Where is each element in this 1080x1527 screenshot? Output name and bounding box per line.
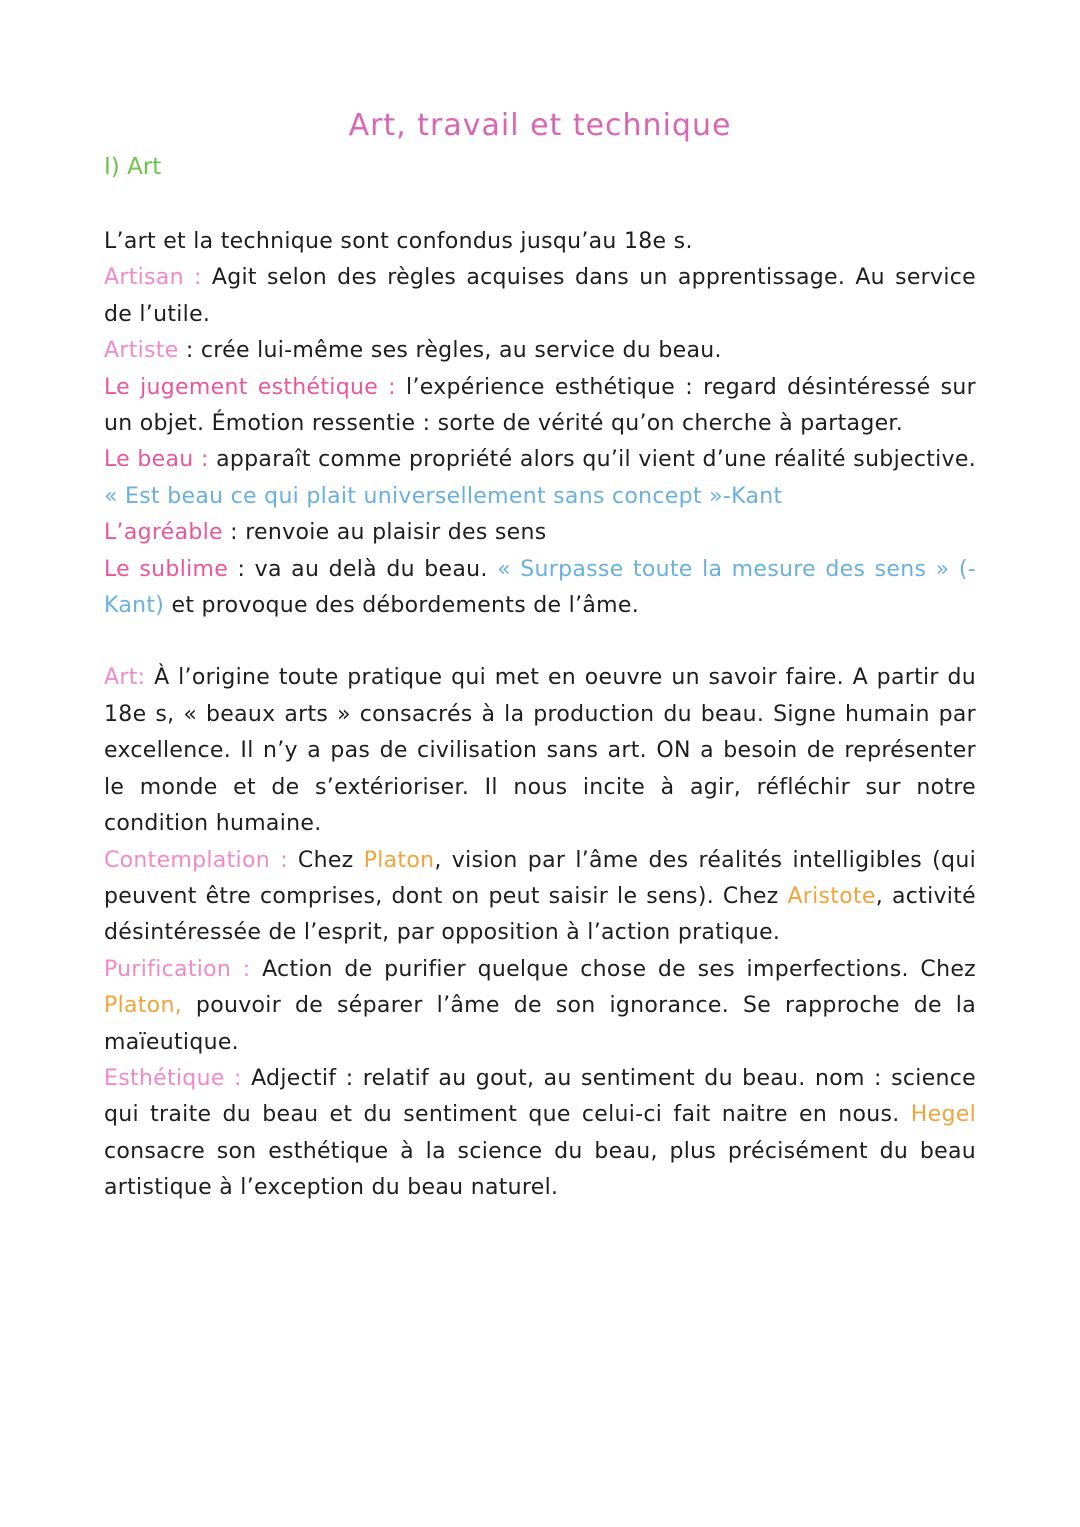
paragraph-artiste: [104, 333, 976, 369]
paragraph-text: : crée lui-même ses règles, au service du beau.: [178, 338, 722, 364]
paragraph-text: : va au delà du beau.: [228, 556, 498, 582]
name-platon: Platon,: [104, 993, 182, 1019]
paragraph-esthetique: [104, 1061, 976, 1207]
paragraph-text: , activité désintéressée de l’esprit, par opposition à l’action pratique.: [104, 883, 976, 946]
paragraph-text: Chez: [287, 847, 364, 873]
paragraph-art-technique: [104, 224, 976, 260]
name-platon: Platon: [363, 847, 435, 873]
name-hegel: Hegel: [910, 1102, 976, 1128]
paragraph-text: l’expérience esthétique : regard désintéressé sur un objet. Émotion ressentie : sorte de vérité qu’on cherche à partager.: [104, 374, 977, 437]
paragraph-text: Agit selon des règles acquises dans un apprentissage. Au service de l’utile.: [104, 265, 976, 327]
quote-kant-beau: « Est beau ce qui plait universellement sans concept »-Kant: [104, 483, 783, 509]
term-sublime: Le sublime: [104, 556, 229, 582]
document-body: [104, 224, 976, 1207]
section-heading: I) Art: [104, 154, 162, 180]
paragraph-art: [104, 660, 976, 842]
paragraph-text: apparaît comme propriété alors qu’il vient d’une réalité subjective.: [208, 447, 977, 473]
paragraph-sublime: [104, 552, 976, 625]
paragraph-text: et provoque des débordements de l’âme.: [164, 593, 640, 619]
paragraph-text: L’art et la technique sont confondus jusqu’au 18e s.: [104, 229, 693, 254]
paragraph-text: pouvoir de séparer l’âme de son ignorance. Se rapproche de la maïeutique.: [104, 993, 976, 1055]
paragraph-contemplation: [104, 843, 976, 952]
paragraph-text: À l’origine toute pratique qui met en oeuvre un savoir faire. A partir du 18e s, « beaux arts » consacrés à la production du beau. Signe humain par excellence. Il n’y a pas de civilisation sans art. ON a besoin de représenter le monde et de s’extérioriser. Il nous incite à agir, réfléchir sur notre condition humaine.: [104, 665, 976, 837]
paragraph-text: , vision par l’âme des réalités intelligibles (qui peuvent être comprises, dont on peut saisir le sens). Chez: [104, 847, 976, 909]
term-le-beau: Le beau :: [104, 447, 209, 473]
term-artisan: Artisan :: [104, 265, 202, 291]
term-contemplation: Contemplation :: [104, 847, 288, 873]
paragraph-text: Adjectif : relatif au gout, au sentiment du beau. nom : science qui traite du beau et du sentiment que celui-ci fait naitre en nous.: [104, 1065, 977, 1128]
paragraph-le-beau: [104, 442, 976, 515]
paragraph-purification: [104, 952, 976, 1061]
paragraph-text: : renvoie au plaisir des sens: [222, 520, 547, 546]
page-title: Art, travail et technique: [348, 108, 732, 143]
term-artiste: Artiste: [104, 338, 179, 364]
paragraph-text: Action de purifier quelque chose de ses imperfections. Chez: [250, 956, 976, 982]
paragraph-jugement-esthetique: [104, 370, 976, 443]
paragraph-agreable: [104, 515, 976, 551]
paragraph-artisan: [104, 260, 976, 333]
term-purification: Purification :: [104, 956, 251, 982]
term-jugement-esthetique: Le jugement esthétique :: [104, 374, 396, 400]
term-agreable: L’agréable: [104, 520, 223, 546]
term-art: Art:: [104, 665, 146, 691]
name-aristote: Aristote: [787, 883, 876, 909]
term-esthetique: Esthétique :: [104, 1065, 242, 1091]
quote-kant-sublime: « Surpasse toute la mesure des sens » (-Kant): [104, 556, 976, 619]
paragraph-text: consacre son esthétique à la science du beau, plus précisément du beau artistique à l’exception du beau naturel.: [104, 1138, 976, 1201]
